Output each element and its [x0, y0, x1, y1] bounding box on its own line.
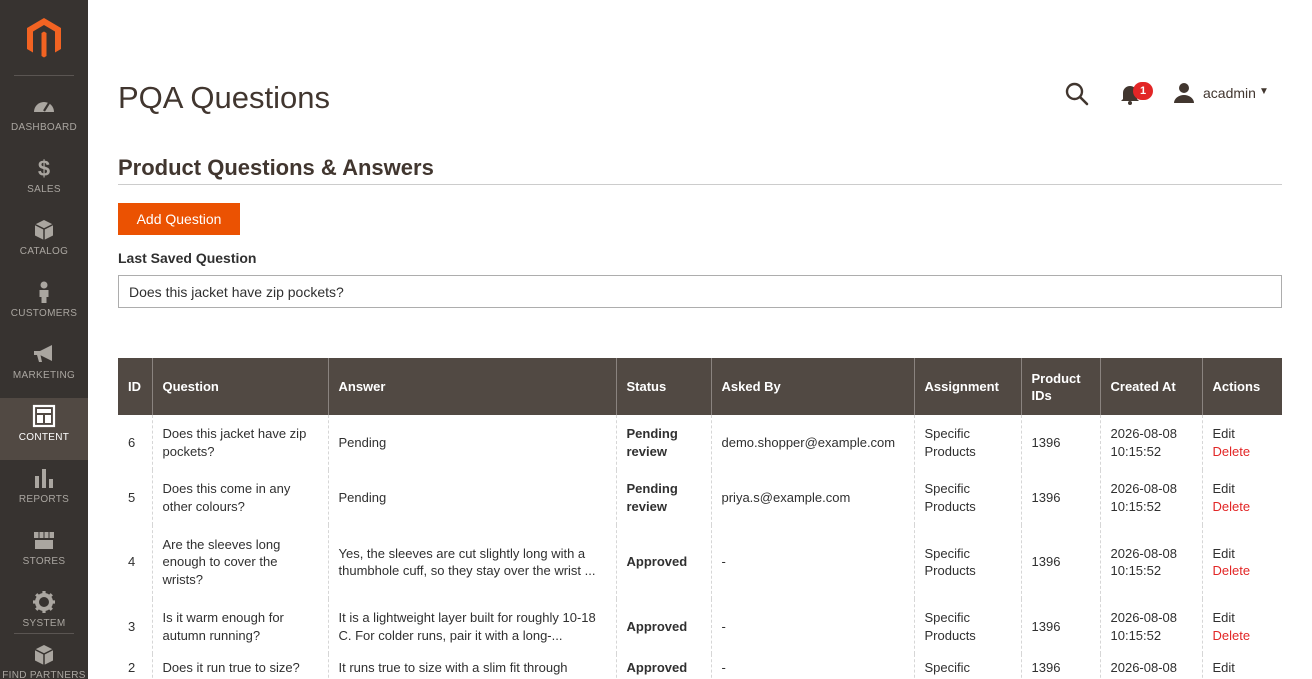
- cell-created-at: 2026-08-08 10:15:52: [1100, 525, 1202, 599]
- cell-question: Does this jacket have zip pockets?: [152, 415, 328, 470]
- cell-question: Does this come in any other colours?: [152, 470, 328, 525]
- last-saved-question-field[interactable]: [118, 275, 1282, 308]
- delete-link[interactable]: Delete: [1212, 627, 1251, 643]
- cell-created-at: 2026-08-08 10:15:52: [1100, 599, 1202, 654]
- cell-asked-by: -: [711, 599, 914, 654]
- admin-username[interactable]: acadmin: [1203, 85, 1256, 101]
- sidebar-item-label: CATALOG: [19, 246, 69, 257]
- sidebar-item-label: SYSTEM: [22, 618, 66, 629]
- sidebar-item-system[interactable]: [0, 584, 88, 646]
- column-header-status[interactable]: Status: [616, 358, 711, 415]
- cell-answer: Pending: [328, 470, 616, 525]
- sidebar-item-find-partners[interactable]: [0, 640, 88, 679]
- column-header-actions: Actions: [1202, 358, 1282, 415]
- sidebar-item-label: CUSTOMERS: [10, 308, 78, 319]
- sidebar-divider: [14, 75, 74, 76]
- edit-link[interactable]: Edit: [1212, 660, 1235, 675]
- cell-assignment: Specific Products: [914, 470, 1021, 525]
- sidebar-item-content[interactable]: [0, 398, 88, 460]
- edit-link[interactable]: Edit: [1212, 545, 1235, 561]
- column-header-asked-by[interactable]: Asked By: [711, 358, 914, 415]
- chevron-down-icon[interactable]: ▼: [1259, 86, 1269, 97]
- storefront-icon: [32, 528, 56, 552]
- cell-actions: [1202, 525, 1282, 599]
- admin-sidebar: [0, 0, 88, 679]
- column-header-assignment[interactable]: Assignment: [914, 358, 1021, 415]
- status-badge: Approved: [616, 654, 711, 679]
- person-icon: [32, 280, 56, 304]
- sidebar-divider: [14, 633, 74, 634]
- box-icon: [32, 643, 56, 667]
- magento-logo-icon[interactable]: [24, 16, 64, 60]
- last-saved-label: Last Saved Question: [118, 250, 257, 266]
- sidebar-item-label: MARKETING: [12, 370, 76, 381]
- grid-header-row: [118, 358, 1282, 415]
- sidebar-item-label: FIND PARTNERS: [2, 670, 86, 679]
- search-icon[interactable]: [1064, 81, 1090, 107]
- svg-text:$: $: [37, 156, 51, 180]
- status-badge: Pending review: [616, 470, 711, 525]
- section-divider: [118, 184, 1282, 185]
- cell-id: 6: [128, 434, 136, 450]
- sidebar-item-catalog[interactable]: [0, 212, 88, 274]
- cube-icon: [32, 218, 56, 242]
- cell-asked-by: priya.s@example.com: [711, 470, 914, 525]
- delete-link[interactable]: Delete: [1212, 443, 1251, 459]
- cell-product-ids: 1396: [1021, 415, 1100, 470]
- column-header-question[interactable]: Question: [152, 358, 328, 415]
- sidebar-item-reports[interactable]: [0, 460, 88, 522]
- cell-actions: [1202, 599, 1282, 654]
- edit-link[interactable]: Edit: [1212, 426, 1235, 441]
- status-badge: Pending review: [616, 415, 711, 470]
- table-row[interactable]: [118, 415, 1282, 470]
- sidebar-item-label: STORES: [22, 556, 66, 567]
- table-row[interactable]: [118, 525, 1282, 599]
- sidebar-item-stores[interactable]: [0, 522, 88, 584]
- megaphone-icon: [32, 342, 56, 366]
- cell-id: 5: [128, 489, 136, 505]
- cell-actions: [1202, 470, 1282, 525]
- sidebar-item-label: DASHBOARD: [10, 122, 78, 133]
- dollar-icon: [32, 156, 56, 180]
- column-header-answer[interactable]: Answer: [328, 358, 616, 415]
- section-title: Product Questions & Answers: [118, 155, 434, 180]
- column-header-product-ids[interactable]: Product IDs: [1021, 358, 1100, 415]
- cell-question: Are the sleeves long enough to cover the wrists?: [152, 525, 328, 599]
- cell-product-ids: 1396: [1021, 470, 1100, 525]
- cell-assignment: Specific Products: [914, 599, 1021, 654]
- cell-created-at: 2026-08-08 10:15:52: [1100, 470, 1202, 525]
- cell-product-ids: 1396: [1021, 654, 1100, 679]
- cell-assignment: Specific Products: [914, 525, 1021, 599]
- bar-chart-icon: [32, 466, 56, 490]
- cell-asked-by: demo.shopper@example.com: [711, 415, 914, 470]
- cell-id: 2: [128, 660, 136, 675]
- table-row[interactable]: [118, 654, 1282, 679]
- cell-product-ids: 1396: [1021, 599, 1100, 654]
- cell-asked-by: -: [711, 525, 914, 599]
- sidebar-item-sales[interactable]: [0, 150, 88, 212]
- add-question-button[interactable]: Add Question: [118, 203, 240, 235]
- cell-id: 3: [128, 618, 136, 634]
- column-header-id[interactable]: ID: [118, 358, 152, 415]
- sidebar-item-label: CONTENT: [18, 432, 70, 443]
- sidebar-item-label: REPORTS: [18, 494, 70, 505]
- cell-created-at: 2026-08-08 10:15:52: [1100, 415, 1202, 470]
- column-header-created-at[interactable]: Created At: [1100, 358, 1202, 415]
- cell-assignment: Specific Products: [914, 415, 1021, 470]
- cell-answer: Pending: [328, 415, 616, 470]
- notification-count-badge[interactable]: 1: [1133, 82, 1153, 100]
- edit-link[interactable]: Edit: [1212, 610, 1235, 625]
- cell-product-ids: 1396: [1021, 525, 1100, 599]
- table-row[interactable]: [118, 470, 1282, 525]
- delete-link[interactable]: Delete: [1212, 498, 1251, 514]
- cell-question: Is it warm enough for autumn running?: [152, 599, 328, 654]
- table-row[interactable]: [118, 599, 1282, 654]
- gear-icon: [32, 590, 56, 614]
- sidebar-item-marketing[interactable]: [0, 336, 88, 398]
- cell-id: 4: [128, 554, 136, 570]
- cell-answer: Yes, the sleeves are cut slightly long with a thumbhole cuff, so they stay over the wrist ...: [328, 525, 616, 599]
- layout-icon: [32, 404, 56, 428]
- sidebar-item-label: SALES: [27, 184, 61, 195]
- cell-created-at: 2026-08-08: [1100, 654, 1202, 679]
- status-badge: Approved: [616, 525, 711, 599]
- cell-actions: [1202, 654, 1282, 679]
- delete-link[interactable]: Delete: [1212, 563, 1251, 578]
- page-title: PQA Questions: [118, 80, 330, 115]
- edit-link[interactable]: Edit: [1212, 481, 1235, 496]
- cell-asked-by: -: [711, 654, 914, 679]
- questions-grid: [118, 358, 1282, 679]
- user-icon[interactable]: [1173, 82, 1195, 104]
- cell-question: Does it run true to size?: [152, 654, 328, 679]
- sidebar-item-customers[interactable]: [0, 274, 88, 336]
- cell-answer: It runs true to size with a slim fit through: [328, 654, 616, 679]
- status-badge: Approved: [616, 599, 711, 654]
- cell-answer: It is a lightweight layer built for roughly 10-18 C. For colder runs, pair it with a long-...: [328, 599, 616, 654]
- sidebar-item-dashboard[interactable]: [0, 88, 88, 150]
- cell-actions: [1202, 415, 1282, 470]
- dashboard-icon: [32, 94, 56, 118]
- cell-assignment: Specific: [914, 654, 1021, 679]
